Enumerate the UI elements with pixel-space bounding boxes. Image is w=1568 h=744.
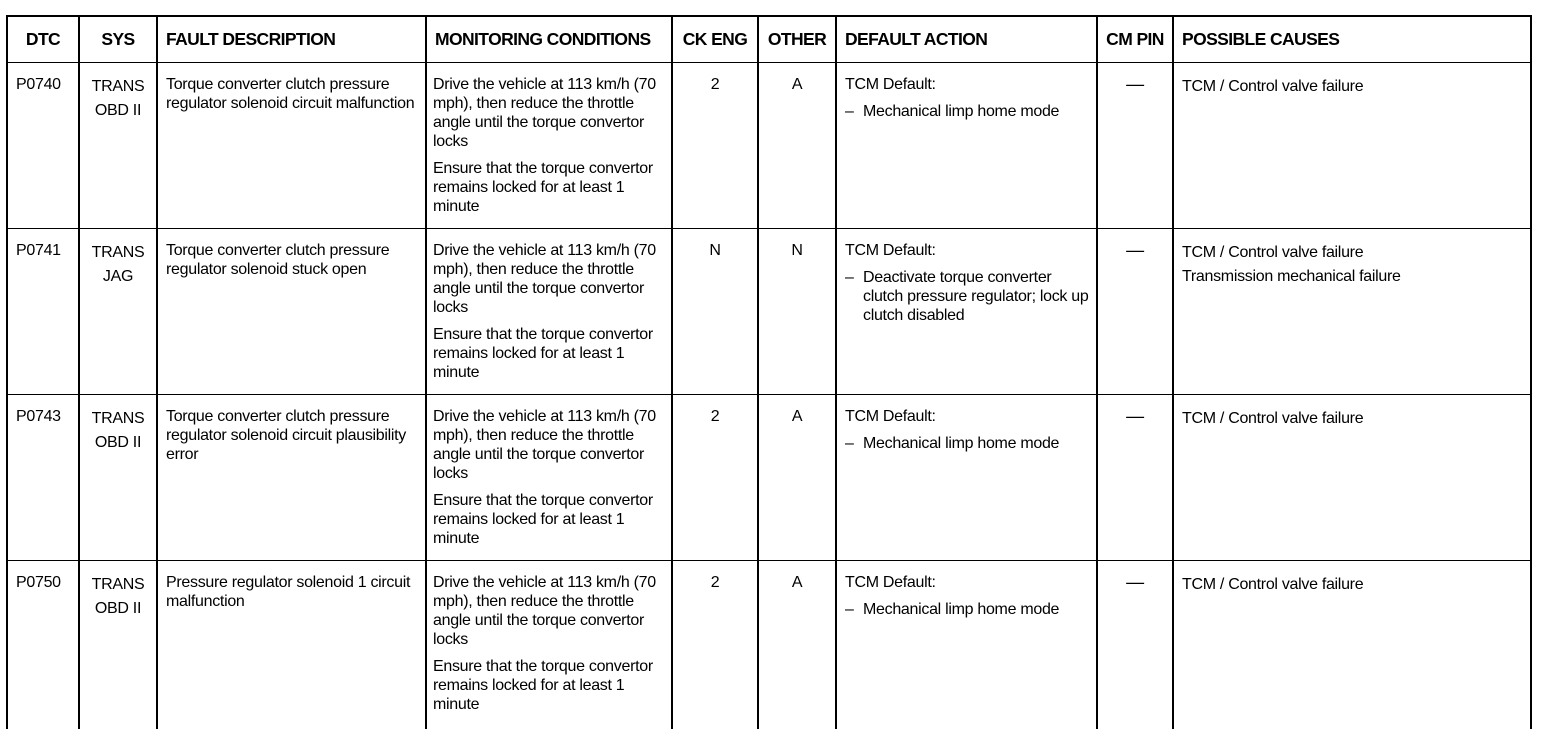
cm-pin-dash: — [1126,240,1144,260]
monitoring-step-2: Ensure that the torque convertor remains locked for at least 1 minute [433,326,653,381]
dtc-code: P0741 [7,229,79,395]
default-action-item [845,600,1090,619]
header-default-action: DEFAULT ACTION [836,16,1097,63]
header-fault-description: FAULT DESCRIPTION [157,16,426,63]
possible-causes [1173,229,1531,395]
header-row [7,16,1531,63]
dash-bullet: – [845,103,854,120]
monitoring-conditions [426,561,672,729]
default-action [836,395,1097,561]
header-cm-pin: CM PIN [1097,16,1173,63]
default-action-text: Deactivate torque converter clutch pressure regulator; lock up clutch disabled [863,269,1089,324]
cm-pin-dash: — [1126,74,1144,94]
dash-bullet: – [845,269,854,286]
fault-description: Pressure regulator solenoid 1 circuit malfunction [157,561,426,729]
header-dtc: DTC [7,16,79,63]
system-cell [79,229,157,395]
monitoring-step-1: Drive the vehicle at 113 km/h (70 mph), then reduce the throttle angle until the torque convertor locks [433,408,656,482]
header-monitoring-conditions: MONITORING CONDITIONS [426,16,672,63]
system-line-2: JAG [102,268,134,285]
cause-1: TCM / Control valve failure [1182,78,1364,95]
default-action-text: Mechanical limp home mode [863,601,1060,618]
system-line-1: TRANS [91,78,145,95]
system-line-2: OBD II [94,102,142,119]
header-other: OTHER [758,16,836,63]
default-action-item [845,268,1090,325]
default-action-item [845,102,1090,121]
header-possible-causes: POSSIBLE CAUSES [1173,16,1531,63]
default-action-label: TCM Default: [845,574,936,591]
default-action [836,229,1097,395]
dash-bullet: – [845,435,854,452]
ck-eng-value: 2 [672,561,758,729]
dtc-table [6,15,1532,729]
table-row [7,395,1531,561]
system-cell [79,63,157,229]
possible-causes [1173,395,1531,561]
other-value: A [758,395,836,561]
dtc-code: P0743 [7,395,79,561]
header-sys: SYS [79,16,157,63]
system-line-2: OBD II [94,434,142,451]
default-action [836,561,1097,729]
possible-causes [1173,561,1531,729]
ck-eng-value: 2 [672,63,758,229]
dash-bullet: – [845,601,854,618]
cause-1: TCM / Control valve failure [1182,410,1364,427]
fault-description: Torque converter clutch pressure regulator solenoid circuit malfunction [157,63,426,229]
cause-1: TCM / Control valve failure [1182,576,1364,593]
other-value: A [758,63,836,229]
monitoring-step-1: Drive the vehicle at 113 km/h (70 mph), then reduce the throttle angle until the torque convertor locks [433,242,656,316]
system-line-1: TRANS [91,410,145,427]
ck-eng-value: 2 [672,395,758,561]
monitoring-step-2: Ensure that the torque convertor remains locked for at least 1 minute [433,658,653,713]
table-row [7,229,1531,395]
dtc-code: P0740 [7,63,79,229]
system-cell [79,395,157,561]
fault-description: Torque converter clutch pressure regulator solenoid circuit plausibility error [157,395,426,561]
header-ck-eng: CK ENG [672,16,758,63]
dtc-code: P0750 [7,561,79,729]
monitoring-step-1: Drive the vehicle at 113 km/h (70 mph), then reduce the throttle angle until the torque convertor locks [433,76,656,150]
system-line-1: TRANS [91,244,145,261]
other-value: N [758,229,836,395]
system-cell [79,561,157,729]
table-row [7,63,1531,229]
monitoring-step-2: Ensure that the torque convertor remains locked for at least 1 minute [433,492,653,547]
default-action-text: Mechanical limp home mode [863,435,1060,452]
cause-2: Transmission mechanical failure [1182,268,1401,285]
cm-pin-dash: — [1126,406,1144,426]
cause-1: TCM / Control valve failure [1182,244,1364,261]
monitoring-conditions [426,395,672,561]
fault-description: Torque converter clutch pressure regulator solenoid stuck open [157,229,426,395]
table-row [7,561,1531,729]
possible-causes [1173,63,1531,229]
dtc-table-sheet [6,15,1532,729]
cm-pin-value [1097,395,1173,561]
default-action-label: TCM Default: [845,242,936,259]
monitoring-conditions [426,229,672,395]
system-line-1: TRANS [91,576,145,593]
default-action-item [845,434,1090,453]
system-line-2: OBD II [94,600,142,617]
cm-pin-value [1097,229,1173,395]
cm-pin-value [1097,63,1173,229]
other-value: A [758,561,836,729]
cm-pin-dash: — [1126,572,1144,592]
ck-eng-value: N [672,229,758,395]
cm-pin-value [1097,561,1173,729]
default-action-label: TCM Default: [845,76,936,93]
monitoring-step-2: Ensure that the torque convertor remains locked for at least 1 minute [433,160,653,215]
default-action-label: TCM Default: [845,408,936,425]
default-action-text: Mechanical limp home mode [863,103,1060,120]
monitoring-conditions [426,63,672,229]
monitoring-step-1: Drive the vehicle at 113 km/h (70 mph), then reduce the throttle angle until the torque convertor locks [433,574,656,648]
default-action [836,63,1097,229]
